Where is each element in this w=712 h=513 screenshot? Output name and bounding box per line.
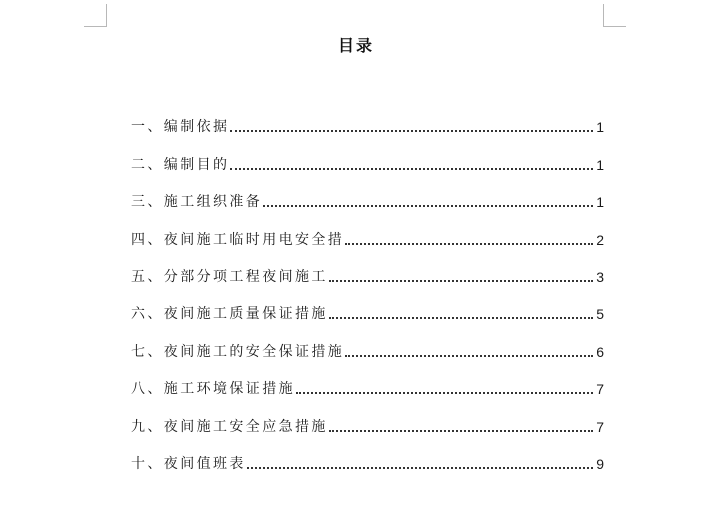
- toc-dot-leader: [296, 392, 593, 394]
- toc-page-number: 7: [596, 418, 604, 435]
- toc-entry-text: 一、编制依据: [131, 119, 230, 136]
- page-corner-mark-top-left: [84, 4, 107, 27]
- toc-dot-leader: [345, 243, 593, 245]
- page-corner-mark-top-right: [603, 4, 626, 27]
- toc-dot-leader: [247, 467, 593, 469]
- toc-entry[interactable]: [131, 250, 604, 287]
- toc-dot-leader: [329, 280, 593, 282]
- toc-entry[interactable]: [131, 437, 604, 474]
- toc-entry[interactable]: [131, 362, 604, 399]
- toc-dot-leader: [230, 168, 593, 170]
- toc-dot-leader: [263, 205, 593, 207]
- toc-entry-text: 三、施工组织准备: [131, 194, 263, 211]
- toc-entry-text: 五、分部分项工程夜间施工: [131, 268, 328, 285]
- toc-list: [131, 100, 604, 474]
- toc-page-number: 9: [596, 455, 604, 472]
- toc-page-number: 2: [596, 231, 604, 248]
- toc-entry-text: 七、夜间施工的安全保证措施: [131, 343, 345, 360]
- toc-dot-leader: [345, 355, 593, 357]
- toc-entry-text: 二、编制目的: [131, 156, 230, 173]
- toc-dot-leader: [329, 430, 593, 432]
- toc-page-number: 1: [596, 194, 604, 211]
- toc-page-number: 5: [596, 306, 604, 323]
- toc-dot-leader: [230, 130, 593, 132]
- toc-page-number: 6: [596, 343, 604, 360]
- toc-entry-text: 十、夜间值班表: [131, 455, 246, 472]
- toc-page-number: 3: [596, 268, 604, 285]
- toc-entry-text: 六、夜间施工质量保证措施: [131, 306, 328, 323]
- toc-entry[interactable]: [131, 287, 604, 324]
- toc-title: 目录: [337, 36, 374, 55]
- toc-entry[interactable]: [131, 212, 604, 249]
- toc-entry-text: 八、施工环境保证措施: [131, 381, 295, 398]
- toc-entry[interactable]: [131, 399, 604, 436]
- toc-entry[interactable]: [131, 175, 604, 212]
- toc-entry-text: 九、夜间施工安全应急措施: [131, 418, 328, 435]
- toc-dot-leader: [329, 317, 593, 319]
- toc-page-number: 1: [596, 119, 604, 136]
- toc-entry[interactable]: [131, 324, 604, 361]
- toc-page-number: 1: [596, 156, 604, 173]
- toc-entry[interactable]: [131, 137, 604, 174]
- toc-entry-text: 四、夜间施工临时用电安全措: [131, 231, 345, 248]
- toc-page-number: 7: [596, 381, 604, 398]
- toc-entry[interactable]: [131, 100, 604, 137]
